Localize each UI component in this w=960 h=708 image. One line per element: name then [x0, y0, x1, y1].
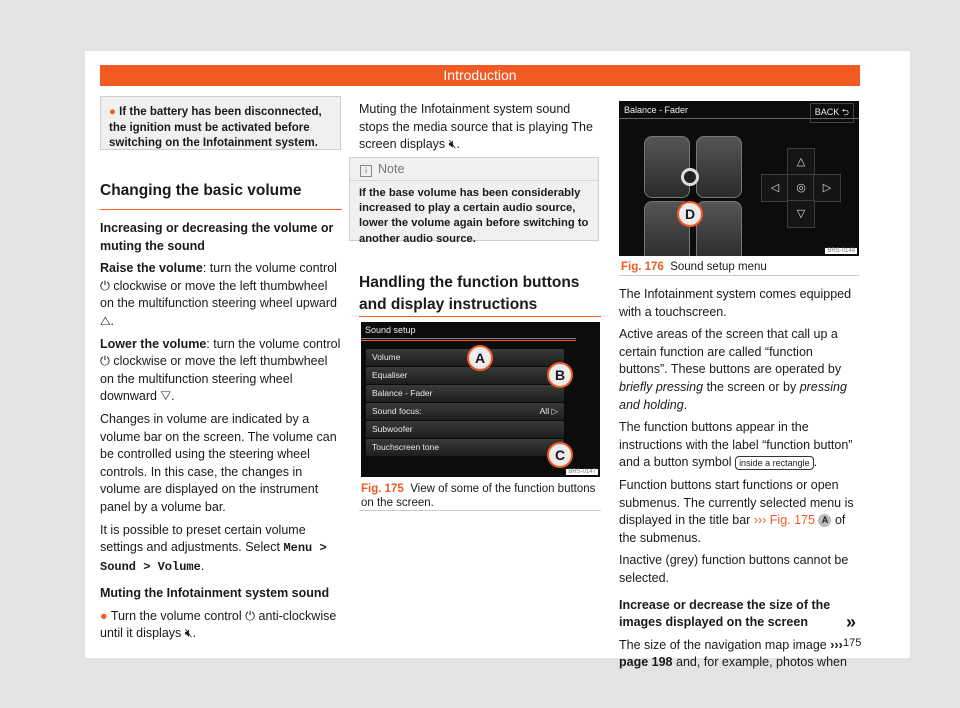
lower-volume-paragraph	[100, 336, 342, 406]
menu-item-volume[interactable]: Volume	[366, 349, 564, 366]
callout-b: B	[547, 362, 573, 388]
bullet-icon: ●	[109, 106, 116, 118]
figure-175-caption	[361, 482, 600, 510]
page-reference-link[interactable]: ››› page 198	[619, 637, 843, 670]
page-number: 175	[843, 637, 862, 649]
seat-rear-right	[696, 201, 742, 256]
touchscreen-paragraph: The Infotainment system comes equipped with a touchscreen.	[619, 287, 852, 319]
figure-176-screen	[619, 101, 859, 256]
mute-intro: Muting the Infotainment system sound stops the media source that is playing The screen displays 🔇︎.	[359, 102, 593, 152]
callout-c: C	[547, 442, 573, 468]
mute-subheading: Muting the Infotainment system sound	[100, 586, 330, 601]
chapter-header: Introduction	[100, 65, 860, 86]
section-rule	[100, 209, 342, 210]
lower-volume-label: Lower the volume	[100, 336, 207, 351]
warning-box	[100, 96, 341, 150]
lower-volume-text: : turn the volume control ⏻ clockwise or move the left thumbwheel on the multifunction steering wheel downward ▽.	[100, 336, 341, 404]
right-column	[619, 286, 855, 677]
screen-title: Balance - Fader	[624, 105, 689, 115]
menu-item-equaliser[interactable]: Equaliser	[366, 367, 564, 384]
volume-changes-paragraph: Changes in volume are indicated by a volume bar on the screen. The volume can be controlled using the steering wheel controls. In this case, the changes in volume are displayed on the instrument panel by a volume bar.	[100, 411, 337, 514]
p2-emphasis-1: briefly pressing	[619, 379, 704, 394]
caption-text: View of some of the function buttons on the screen.	[361, 483, 596, 509]
fader-up-button[interactable]: △	[787, 148, 815, 176]
subheading-volume: Increasing or decreasing the volume or muting the sound	[100, 221, 334, 253]
preset-text: It is possible to preset certain volume settings and adjustments. Select	[100, 522, 306, 555]
p6-post: and, for example, photos when	[676, 655, 847, 670]
info-icon: i	[360, 165, 372, 177]
button-symbol-paragraph: The function buttons appear in the instructions with the label “function button” and a button symbol inside a rectangle .	[619, 420, 853, 470]
screen-title-rule	[619, 118, 859, 119]
subheading-image-size: Increase or decrease the size of the images displayed on the screen	[619, 597, 831, 630]
figure-code: BRS-0147	[568, 469, 596, 475]
raise-volume-label: Raise the volume	[100, 261, 203, 276]
p2-mid: the screen or by	[706, 379, 797, 394]
figure-label: Fig. 176	[621, 261, 664, 273]
balance-right-button[interactable]: ▷	[813, 174, 841, 202]
figure-code: BRS-0148	[827, 248, 855, 254]
callout-a: A	[467, 345, 493, 371]
menu-item-sound-focus[interactable]	[366, 403, 564, 420]
button-symbol-example: inside a rectangle	[735, 456, 814, 470]
screen-title: Sound setup	[365, 325, 416, 335]
note-text: If the base volume has been considerably increased to play a certain audio source, lower the volume again before switching to another audio source.	[359, 187, 589, 245]
inactive-buttons-paragraph: Inactive (grey) function buttons cannot be selected.	[619, 553, 849, 585]
sound-focus-value: All ▷	[539, 406, 558, 416]
figure-176-caption	[621, 260, 860, 274]
note-header	[350, 158, 598, 181]
p4-text: Function buttons start functions or open submenus. The currently selected menu is displayed in the title bar	[619, 477, 854, 528]
seat-front-left	[644, 136, 690, 198]
preset-paragraph: It is possible to preset certain volume settings and adjustments. Select Menu > Sound > Volume.	[100, 522, 327, 574]
left-column	[100, 180, 342, 648]
callout-line-a	[361, 340, 576, 341]
menu-item-balance-fader[interactable]: Balance - Fader	[366, 385, 564, 402]
function-buttons-paragraph: Active areas of the screen that call up a certain function are called “function buttons”. These buttons are operated by briefly pressing the screen or by pressing and holding.	[619, 327, 847, 412]
back-button[interactable]: BACK ⮌	[810, 103, 854, 123]
p6-text: The size of the navigation map image	[619, 637, 827, 652]
figure-frame-bottom	[359, 510, 601, 511]
figure-label: Fig. 175	[361, 483, 404, 495]
bullet-icon: ●	[100, 608, 108, 623]
section-title-function-buttons: Handling the function buttons and display instructions	[359, 274, 580, 313]
figure-reference-link[interactable]: ››› Fig. 175	[753, 513, 815, 528]
menu-path: Menu > Sound > Volume	[100, 541, 327, 574]
map-size-paragraph	[619, 637, 855, 672]
continue-icon: »	[846, 612, 857, 632]
balance-marker[interactable]	[681, 168, 699, 186]
section-title-volume: Changing the basic volume	[100, 182, 302, 199]
menu-item-subwoofer[interactable]: Subwoofer	[366, 421, 564, 438]
submenus-paragraph	[619, 477, 855, 547]
p2-text: Active areas of the screen that call up a certain function are called “function buttons”. These buttons are operated by	[619, 327, 842, 377]
p4-post: of the submenus.	[619, 513, 846, 545]
figure-175-screen	[361, 322, 600, 477]
raise-volume-paragraph	[100, 260, 342, 330]
note-title: Note	[378, 162, 405, 176]
note-box	[349, 157, 599, 245]
callout-d: D	[677, 201, 703, 227]
raise-volume-text: : turn the volume control ⏻ clockwise or move the left thumbwheel on the multifunction steering wheel upward △.	[100, 261, 337, 328]
menu-item-touchscreen-tone[interactable]: Touchscreen tone	[366, 439, 564, 456]
fader-down-button[interactable]: ▽	[787, 200, 815, 228]
mute-text: Turn the volume control ⏻ anti-clockwise until it displays 🔇︎.	[100, 608, 337, 641]
p2-emphasis-2: pressing and holding	[619, 379, 847, 412]
section-rule	[359, 316, 601, 317]
warning-text: If the battery has been disconnected, the ignition must be activated before switching on the Infotainment system.	[109, 106, 322, 149]
caption-text: Sound setup menu	[670, 261, 767, 273]
figure-frame-bottom	[619, 275, 860, 276]
callout-a-ref: A	[818, 514, 831, 527]
mute-paragraph	[100, 608, 342, 643]
seat-front-right	[696, 136, 742, 198]
sound-focus-label: Sound focus:	[372, 406, 422, 416]
center-button[interactable]: ◎	[787, 174, 815, 202]
screen-title-rule	[361, 338, 576, 339]
balance-left-button[interactable]: ◁	[761, 174, 789, 202]
function-buttons-section	[359, 272, 601, 316]
p3-text: The function buttons appear in the instructions with the label “function button” and a button symbol	[619, 420, 853, 470]
